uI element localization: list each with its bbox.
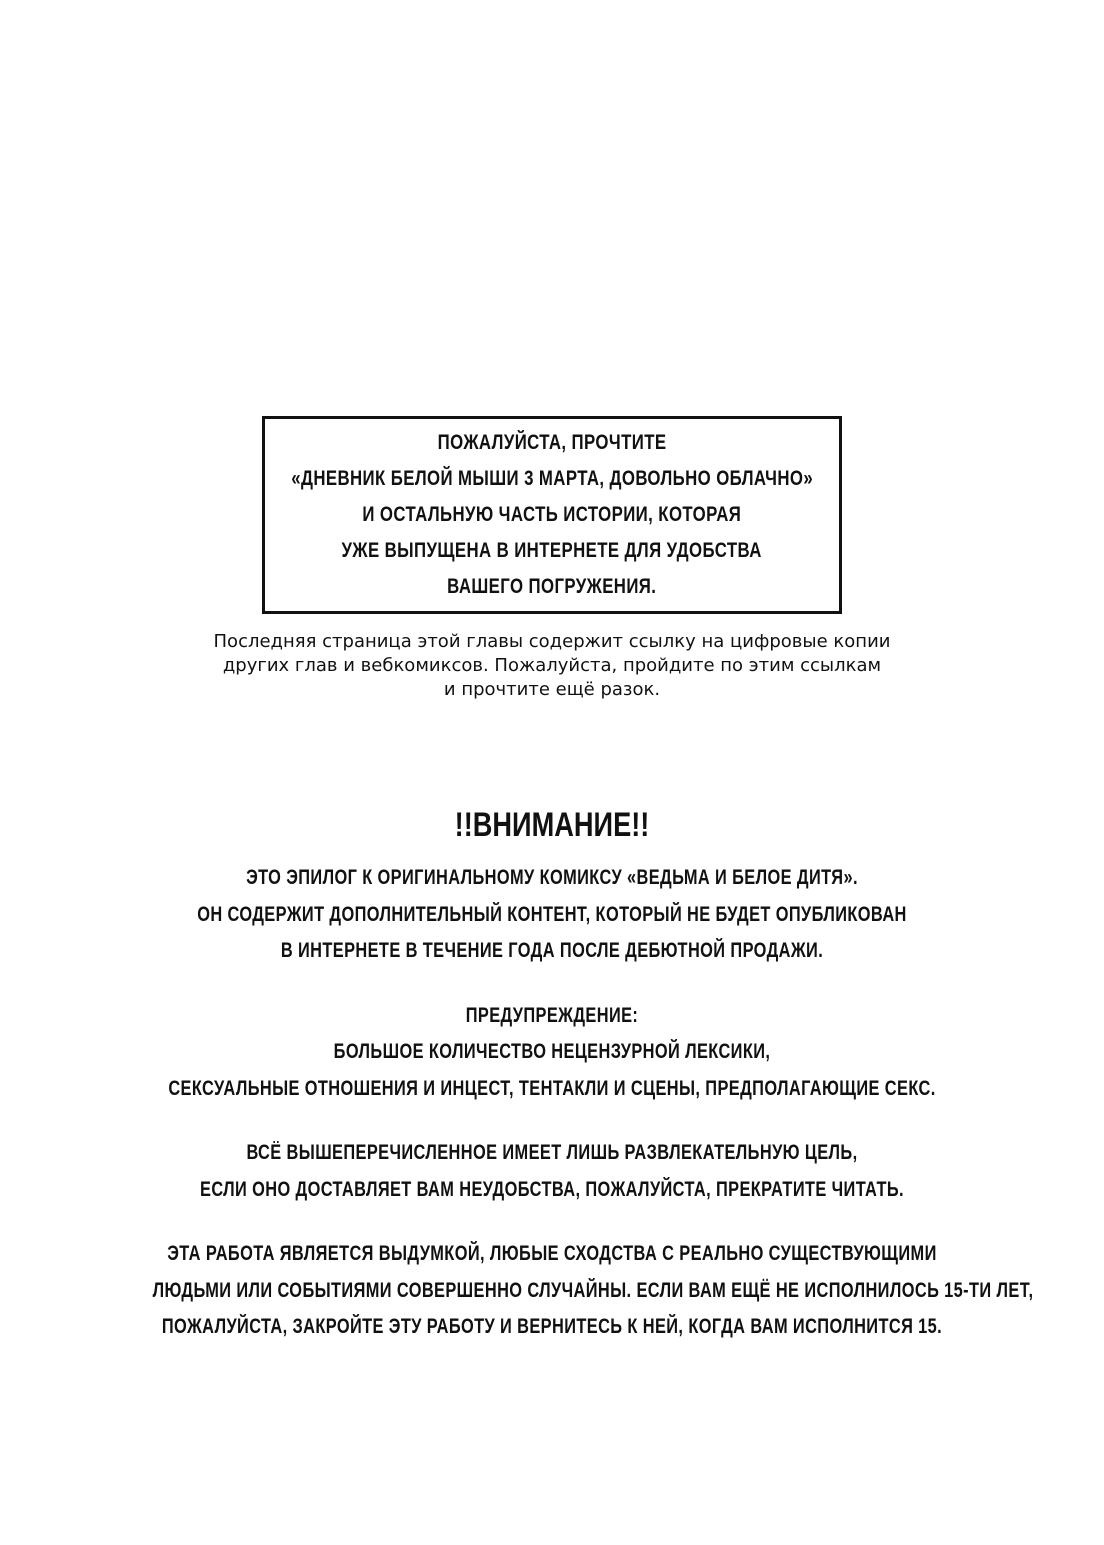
spacer <box>40 1208 1064 1236</box>
notice-line: ВАШЕГО ПОГРУЖЕНИЯ. <box>447 575 657 598</box>
spacer <box>40 1107 1064 1135</box>
notice-line: ПОЖАЛУЙСТА, ПРОЧТИТЕ <box>437 431 667 454</box>
fiction-line: ЭТА РАБОТА ЯВЛЯЕТСЯ ВЫДУМКОЙ, ЛЮБЫЕ СХОДСТВА С РЕАЛЬНО СУЩЕСТВУЮЩИМИ <box>167 1242 937 1265</box>
entertainment-line: ЕСЛИ ОНО ДОСТАВЛЯЕТ ВАМ НЕУДОБСТВА, ПОЖАЛУЙСТА, ПРЕКРАТИТЕ ЧИТАТЬ. <box>200 1177 904 1201</box>
links-note <box>100 630 1004 702</box>
notice-line: УЖЕ ВЫПУЩЕНА В ИНТЕРНЕТЕ ДЛЯ УДОБСТВА <box>341 539 763 562</box>
notice-line: И ОСТАЛЬНУЮ ЧАСТЬ ИСТОРИИ, КОТОРАЯ <box>362 503 742 526</box>
intro-line: ЭТО ЭПИЛОГ К ОРИГИНАЛЬНОМУ КОМИКСУ «ВЕДЬМА И БЕЛОЕ ДИТЯ». <box>246 866 858 889</box>
caution-title: ПРЕДУПРЕЖДЕНИЕ: <box>465 1003 639 1027</box>
note-line: Последняя страница этой главы содержит ссылку на цифровые копии <box>213 631 891 652</box>
fiction-line: ЛЮДЬМИ ИЛИ СОБЫТИЯМИ СОВЕРШЕННО СЛУЧАЙНЫ. ЕСЛИ ВАМ ЕЩЁ НЕ ИСПОЛНИЛОСЬ 15-ТИ ЛЕТ, <box>152 1278 1034 1302</box>
notice-box <box>262 416 842 614</box>
warning-heading: !!ВНИМАНИЕ!! <box>454 806 650 844</box>
fiction-line: ПОЖАЛУЙСТА, ЗАКРОЙТЕ ЭТУ РАБОТУ И ВЕРНИТЕСЬ К НЕЙ, КОГДА ВАМ ИСПОЛНИТСЯ 15. <box>161 1315 943 1338</box>
caution-line: СЕКСУАЛЬНЫЕ ОТНОШЕНИЯ И ИНЦЕСТ, ТЕНТАКЛИ И СЦЕНЫ, ПРЕДПОЛАГАЮЩИЕ СЕКС. <box>168 1076 936 1100</box>
note-line: других глав и вебкомиксов. Пожалуйста, пройдите по этим ссылкам <box>222 655 882 676</box>
caution-line: БОЛЬШОЕ КОЛИЧЕСТВО НЕЦЕНЗУРНОЙ ЛЕКСИКИ, <box>333 1040 771 1063</box>
warning-section <box>40 800 1064 1346</box>
intro-line: В ИНТЕРНЕТЕ В ТЕЧЕНИЕ ГОДА ПОСЛЕ ДЕБЮТНОЙ ПРОДАЖИ. <box>280 939 824 962</box>
intro-line: ОН СОДЕРЖИТ ДОПОЛНИТЕЛЬНЫЙ КОНТЕНТ, КОТОРЫЙ НЕ БУДЕТ ОПУБЛИКОВАН <box>197 902 907 926</box>
notice-line: «ДНЕВНИК БЕЛОЙ МЫШИ 3 МАРТА, ДОВОЛЬНО ОБЛАЧНО» <box>291 467 813 490</box>
spacer <box>40 970 1064 998</box>
entertainment-line: ВСЁ ВЫШЕПЕРЕЧИСЛЕННОЕ ИМЕЕТ ЛИШЬ РАЗВЛЕКАТЕЛЬНУЮ ЦЕЛЬ, <box>246 1141 858 1164</box>
note-line: и прочтите ещё разок. <box>443 679 661 700</box>
